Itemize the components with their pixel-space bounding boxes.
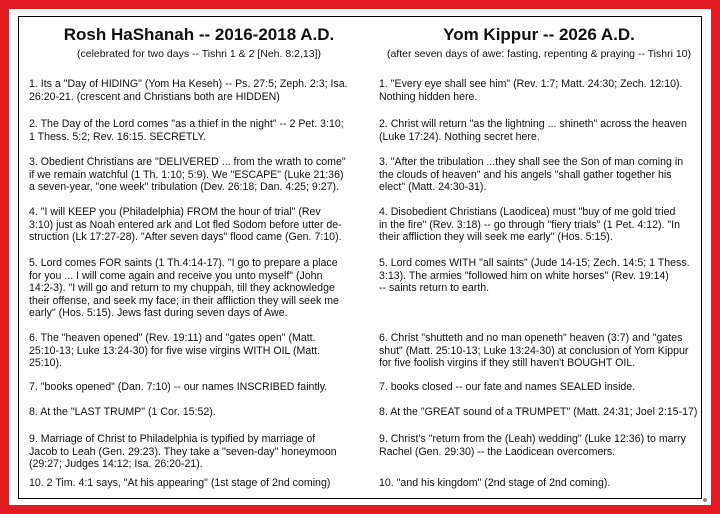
rosh-item-10: 10. 2 Tim. 4:1 says, "At his appearing" (1st stage of 2nd coming) (29, 477, 331, 489)
rosh-item-6: 6. The "heaven opened" (Rev. 19:11) and "gates open" (Matt. 25:10-13; Luke 13:24-30) for five wise virgins WITH OIL (Matt. 25:10). (29, 332, 321, 370)
rosh-hashanah-subtitle: (celebrated for two days -- Tishri 1 & 2 [Neh. 8:2,13]) (77, 48, 321, 60)
rosh-item-3: 3. Obedient Christians are "DELIVERED ... from the wrath to come" if we remain watchful (1 Th. 1:10; 5:9). We "ESCAPE" (Luke 21:36) a seven-year, "one week" tribulation (Dev. 26:18; Dan. 4:25; 9:27). (29, 156, 346, 194)
yom-item-7: 7. books closed -- our fate and names SEALED inside. (379, 381, 636, 393)
rosh-hashanah-title: Rosh HaShanah -- 2016-2018 A.D. (63, 25, 335, 44)
yom-kippur-subtitle: (after seven days of awe: fasting, repenting & praying -- Tishri 10) (386, 48, 692, 60)
yom-item-2: 2. Christ will return "as the lightning ... shineth" across the heaven (Luke 17:24). Nothing secret here. (379, 118, 687, 143)
rosh-item-8: 8. At the "LAST TRUMP" (1 Cor. 15:52). (29, 406, 216, 418)
yom-kippur-title: Yom Kippur -- 2026 A.D. (443, 25, 635, 44)
yom-item-5: 5. Lord comes WITH "all saints" (Jude 14-15; Zech. 14:5; 1 Thess. 3:13). The armies "followed him on white horses" (Rev. 19:14) -- saints return to earth. (379, 257, 690, 295)
yom-item-8: 8. At the "GREAT sound of a TRUMPET" (Matt. 24:31; Joel 2:15-17) (379, 406, 698, 418)
yom-item-4: 4. Disobedient Christians (Laodicea) must "buy of me gold tried in the fire" (Rev. 3:18) -- go through "fiery trials" (1 Pet. 4:12). "In their affliction they will seek me early" (Hos. 5:15). (379, 206, 681, 244)
yom-item-1: 1. "Every eye shall see him" (Rev. 1:7; Matt. 24:30; Zech. 12:10). Nothing hidden here. (379, 78, 683, 103)
rosh-item-9: 9. Marriage of Christ to Philadelphia is typified by marriage of Jacob to Leah (Gen. 29:23). They take a "seven-day" honeymoon (29:27; Judges 14:12; Isa. 26:20-21). (29, 433, 337, 471)
rosh-item-1: 1. Its a "Day of HIDING" (Yom Ha Keseh) -- Ps. 27:5; Zeph. 2:3; Isa. 26:20-21. (crescent and Christians both are HIDDEN) (29, 78, 348, 103)
rosh-item-5: 5. Lord comes FOR saints (1 Th.4:14-17). "I go to prepare a place for you ... I will come again and receive you unto myself" (John 14:2-3). "I will go and return to my chuppah, till they acknowledge their offense, and seek my face; in their affliction they will seek me early" (Hos. 5:15). Jews fast during seven days of Awe. (29, 257, 339, 320)
yom-kippur-column (379, 17, 699, 498)
rosh-hashanah-column (29, 17, 369, 498)
yom-item-9: 9. Christ's "return from the (Leah) wedding" (Luke 12:36) to marry Rachel (Gen. 29:30) -- the Laodicean overcomers. (379, 433, 686, 458)
rosh-item-2: 2. The Day of the Lord comes "as a thief in the night" -- 2 Pet. 3:10; 1 Thess. 5:2; Rev. 16:15. SECRETLY. (29, 118, 344, 143)
yom-item-10: 10. "and his kingdom" (2nd stage of 2nd coming). (379, 477, 611, 489)
yom-item-3: 3. "After the tribulation ...they shall see the Son of man coming in the clouds of heaven" and his angels "shall gather together his elect" (Matt. 24:30-31). (379, 156, 684, 194)
column-divider (369, 27, 370, 488)
rosh-item-7: 7. "books opened" (Dan. 7:10) -- our names INSCRIBED faintly. (29, 381, 328, 393)
rosh-item-4: 4. "I will KEEP you (Philadelphia) FROM the hour of trial" (Rev 3:10) just as Noah entered ark and Lot fled Sodom before utter de- struction (Lk 17:27-28). "After seven days" flood came (Gen. 7:10). (29, 206, 342, 244)
comparison-chart (18, 16, 702, 499)
yom-item-6: 6. Christ "shutteth and no man openeth" heaven (3:7) and "gates shut" (Matt. 25:10-13; Luke 13:24-30) at conclusion of Yom Kippur for five foolish virgins if they still haven't BOUGHT OIL. (379, 332, 689, 370)
corner-dot (703, 498, 707, 502)
